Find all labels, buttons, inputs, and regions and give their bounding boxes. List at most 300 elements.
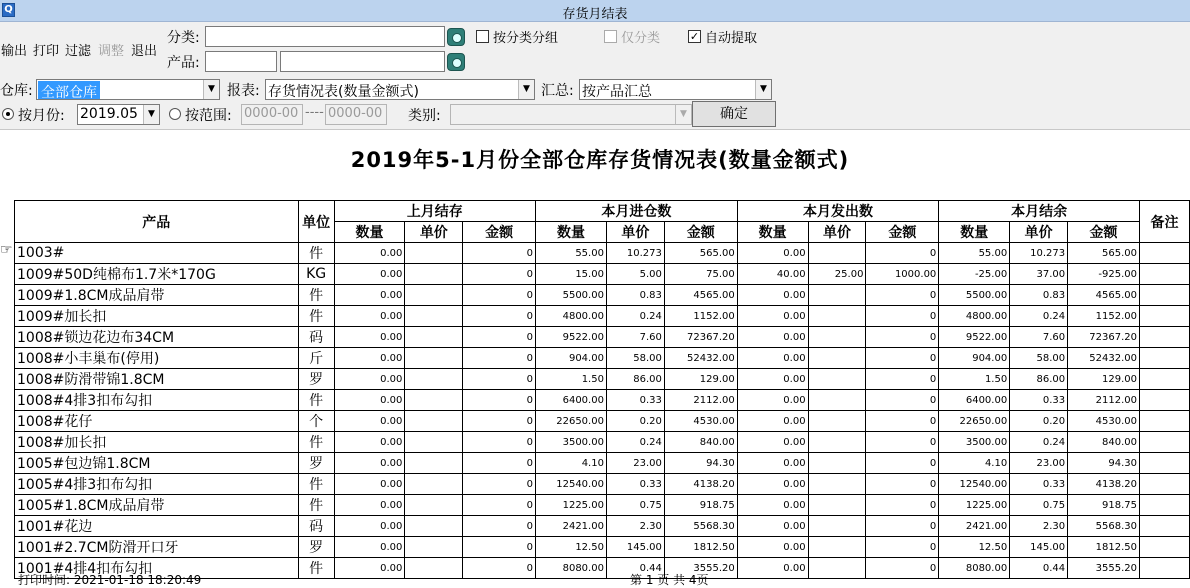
- header-group: 上月结存: [334, 201, 535, 222]
- cell-value: 4800.00: [939, 306, 1010, 327]
- cell-value: 0.00: [737, 411, 808, 432]
- cell-value: 0.00: [737, 495, 808, 516]
- cell-unit: 个: [298, 411, 334, 432]
- cell-value: 7.60: [606, 327, 664, 348]
- cell-value: 0.00: [334, 558, 405, 579]
- cell-value: 0.00: [334, 369, 405, 390]
- cell-remark: [1140, 306, 1190, 327]
- cell-value: [808, 243, 866, 264]
- cell-value: 129.00: [664, 369, 737, 390]
- cell-value: 1152.00: [1068, 306, 1140, 327]
- cell-value: 1.50: [939, 369, 1010, 390]
- cell-product: 1005#包边锦1.8CM: [15, 453, 299, 474]
- cell-value: 4800.00: [536, 306, 607, 327]
- cell-product: 1009#50D纯棉布1.7米*170G: [15, 264, 299, 285]
- cell-value: [808, 411, 866, 432]
- cell-value: [405, 390, 463, 411]
- cell-value: 0: [866, 453, 939, 474]
- cell-unit: 件: [298, 285, 334, 306]
- cell-value: 565.00: [664, 243, 737, 264]
- cell-value: [405, 348, 463, 369]
- header-sub: 金额: [463, 222, 536, 243]
- cell-value: [405, 285, 463, 306]
- cell-value: 0.44: [606, 558, 664, 579]
- cell-value: [808, 495, 866, 516]
- cell-value: 58.00: [1010, 348, 1068, 369]
- report-select[interactable]: [265, 79, 535, 100]
- cell-product: 1009#1.8CM成品肩带: [15, 285, 299, 306]
- cell-value: 0: [463, 243, 536, 264]
- cell-value: 0.00: [334, 537, 405, 558]
- ok-button[interactable]: 确定: [692, 101, 776, 127]
- cell-remark: [1140, 327, 1190, 348]
- cell-product: 1005#1.8CM成品肩带: [15, 495, 299, 516]
- summary-value: 按产品汇总: [582, 84, 652, 100]
- cell-remark: [1140, 537, 1190, 558]
- cell-value: 0: [463, 327, 536, 348]
- window-title: 存货月结表: [562, 7, 628, 22]
- cell-value: 72367.20: [1068, 327, 1140, 348]
- only-category-checkbox[interactable]: [604, 30, 617, 43]
- cell-value: 10.273: [1010, 243, 1068, 264]
- cell-product: 1005#4排3扣布勾扣: [15, 474, 299, 495]
- cell-value: 0.00: [737, 537, 808, 558]
- cell-value: [808, 327, 866, 348]
- cell-value: 0.00: [737, 285, 808, 306]
- warehouse-value: 全部仓库: [38, 81, 100, 100]
- cell-value: 0: [463, 453, 536, 474]
- cell-value: 0.00: [737, 453, 808, 474]
- cell-value: 904.00: [536, 348, 607, 369]
- cell-product: 1001#花边: [15, 516, 299, 537]
- cell-value: 5500.00: [536, 285, 607, 306]
- cell-remark: [1140, 432, 1190, 453]
- cell-value: 0: [463, 558, 536, 579]
- cell-value: 0: [463, 306, 536, 327]
- cell-value: 0.00: [334, 474, 405, 495]
- cell-value: 904.00: [939, 348, 1010, 369]
- cell-value: 3500.00: [939, 432, 1010, 453]
- cell-value: 2.30: [606, 516, 664, 537]
- cell-value: [808, 432, 866, 453]
- cell-value: 840.00: [1068, 432, 1140, 453]
- cell-value: 0.00: [737, 516, 808, 537]
- cell-value: 0.75: [606, 495, 664, 516]
- print-button[interactable]: 打印: [32, 43, 59, 59]
- cell-remark: [1140, 369, 1190, 390]
- cell-value: 37.00: [1010, 264, 1068, 285]
- cell-value: -25.00: [939, 264, 1010, 285]
- header-sub: 单价: [405, 222, 463, 243]
- cell-value: [405, 243, 463, 264]
- cell-value: 52432.00: [664, 348, 737, 369]
- by-range-radio[interactable]: [169, 108, 181, 120]
- cell-value: 0: [866, 327, 939, 348]
- cell-value: 6400.00: [939, 390, 1010, 411]
- cell-value: 0: [866, 348, 939, 369]
- product-label: 产品:: [167, 55, 200, 71]
- header-group: 本月发出数: [737, 201, 939, 222]
- table-row[interactable]: [15, 264, 1190, 285]
- header-unit: 单位: [298, 201, 334, 243]
- table-row[interactable]: [15, 453, 1190, 474]
- cell-value: 0: [463, 264, 536, 285]
- cell-value: 0.33: [1010, 390, 1068, 411]
- cell-value: 0.00: [334, 348, 405, 369]
- header-remark: 备注: [1140, 201, 1190, 243]
- by-month-radio[interactable]: [2, 108, 14, 120]
- chevron-down-icon[interactable]: ▼: [675, 105, 691, 124]
- chevron-down-icon[interactable]: ▼: [143, 105, 159, 124]
- cell-value: 0: [866, 495, 939, 516]
- cell-value: 3555.20: [1068, 558, 1140, 579]
- header-sub: 数量: [939, 222, 1010, 243]
- cell-value: 22650.00: [939, 411, 1010, 432]
- adjust-button[interactable]: 调整: [97, 43, 124, 59]
- group-by-category-label: 按分类分组: [493, 31, 559, 46]
- cell-value: 2112.00: [664, 390, 737, 411]
- cell-unit: 件: [298, 306, 334, 327]
- cell-value: 9522.00: [536, 327, 607, 348]
- cell-value: 0.00: [334, 306, 405, 327]
- cell-value: 5568.30: [1068, 516, 1140, 537]
- cell-value: 4.10: [536, 453, 607, 474]
- chevron-down-icon[interactable]: ▼: [755, 80, 771, 99]
- table-row[interactable]: [15, 390, 1190, 411]
- cell-value: 0.33: [1010, 474, 1068, 495]
- cell-value: 840.00: [664, 432, 737, 453]
- page-indicator: 第 1 页 共 4页: [630, 573, 709, 587]
- cell-value: 6400.00: [536, 390, 607, 411]
- cell-value: 8080.00: [939, 558, 1010, 579]
- cell-value: 4565.00: [1068, 285, 1140, 306]
- cell-value: 0.00: [737, 327, 808, 348]
- type-label: 类别:: [408, 108, 441, 124]
- cell-value: [808, 348, 866, 369]
- cell-value: [405, 369, 463, 390]
- range-to-input[interactable]: 0000-00: [325, 104, 387, 125]
- cell-value: [405, 474, 463, 495]
- report-label: 报表:: [227, 83, 260, 99]
- cell-value: 1225.00: [536, 495, 607, 516]
- cell-value: 0.00: [334, 243, 405, 264]
- cell-value: 58.00: [606, 348, 664, 369]
- cell-remark: [1140, 453, 1190, 474]
- cell-value: 86.00: [606, 369, 664, 390]
- cell-value: [808, 369, 866, 390]
- cell-value: 5.00: [606, 264, 664, 285]
- table-row[interactable]: [15, 474, 1190, 495]
- cell-value: 72367.20: [664, 327, 737, 348]
- cell-unit: 罗: [298, 453, 334, 474]
- report-title: 2019年5-1月份全部仓库存货情况表(数量金额式): [350, 148, 850, 172]
- toolbar: [0, 22, 1190, 130]
- cell-value: 0.00: [334, 285, 405, 306]
- chevron-down-icon[interactable]: ▼: [203, 80, 219, 99]
- cell-remark: [1140, 264, 1190, 285]
- cell-value: 5568.30: [664, 516, 737, 537]
- table-row[interactable]: [15, 369, 1190, 390]
- cell-value: 0: [866, 306, 939, 327]
- header-sub: 单价: [808, 222, 866, 243]
- cell-value: 1812.50: [664, 537, 737, 558]
- cell-value: 0.20: [1010, 411, 1068, 432]
- type-select[interactable]: [450, 104, 692, 125]
- app-icon: Q: [2, 3, 15, 17]
- cell-value: 2112.00: [1068, 390, 1140, 411]
- export-button[interactable]: 输出: [0, 43, 27, 59]
- cell-value: 0: [463, 390, 536, 411]
- cell-unit: 码: [298, 327, 334, 348]
- cell-value: 0: [463, 474, 536, 495]
- cell-value: 0.00: [334, 432, 405, 453]
- cell-value: 55.00: [536, 243, 607, 264]
- cell-value: 0: [866, 558, 939, 579]
- cell-product: 1008#小丰巢布(停用): [15, 348, 299, 369]
- header-sub: 金额: [1068, 222, 1140, 243]
- cell-value: 1152.00: [664, 306, 737, 327]
- cell-value: 10.273: [606, 243, 664, 264]
- cell-value: 4565.00: [664, 285, 737, 306]
- report-value: 存货情况表(数量金额式): [268, 84, 419, 100]
- category-label: 分类:: [167, 30, 200, 46]
- cell-value: 918.75: [1068, 495, 1140, 516]
- cell-value: 7.60: [1010, 327, 1068, 348]
- warehouse-label: 仓库:: [0, 83, 33, 99]
- cell-unit: 件: [298, 432, 334, 453]
- cell-value: 0: [463, 348, 536, 369]
- cell-value: 0.00: [737, 306, 808, 327]
- cell-value: 0.00: [737, 558, 808, 579]
- cell-product: 1009#加长扣: [15, 306, 299, 327]
- cell-value: 3555.20: [664, 558, 737, 579]
- cell-unit: 件: [298, 558, 334, 579]
- cell-product: 1008#锁边花边布34CM: [15, 327, 299, 348]
- cell-value: [405, 558, 463, 579]
- cell-value: 15.00: [536, 264, 607, 285]
- product-picker-icon[interactable]: [447, 53, 465, 71]
- group-by-category-checkbox[interactable]: [476, 30, 489, 43]
- summary-select[interactable]: [579, 79, 772, 100]
- cell-value: 0.24: [1010, 306, 1068, 327]
- cell-value: -925.00: [1068, 264, 1140, 285]
- cell-value: 0: [866, 474, 939, 495]
- cell-value: 0: [866, 369, 939, 390]
- cell-value: [808, 537, 866, 558]
- cell-product: 1008#加长扣: [15, 432, 299, 453]
- cell-value: 0: [463, 516, 536, 537]
- header-sub: 单价: [606, 222, 664, 243]
- cell-value: [808, 285, 866, 306]
- cell-value: 0.75: [1010, 495, 1068, 516]
- cell-product: 1001#4排4扣布勾扣: [15, 558, 299, 579]
- header-sub: 数量: [536, 222, 607, 243]
- cell-unit: 罗: [298, 369, 334, 390]
- cell-value: 2421.00: [939, 516, 1010, 537]
- print-time: 打印时间: 2021-01-18 18:20:49: [18, 573, 202, 587]
- cell-remark: [1140, 243, 1190, 264]
- cell-value: 3500.00: [536, 432, 607, 453]
- cell-value: 1.50: [536, 369, 607, 390]
- cell-value: 0.00: [334, 495, 405, 516]
- cell-remark: [1140, 348, 1190, 369]
- cell-value: 0.33: [606, 474, 664, 495]
- cell-value: 0.20: [606, 411, 664, 432]
- month-select[interactable]: [77, 104, 160, 125]
- range-separator: ----: [305, 105, 324, 120]
- cell-value: 0: [463, 285, 536, 306]
- cell-value: 0: [463, 495, 536, 516]
- cell-product: 1003#: [15, 243, 299, 264]
- summary-label: 汇总:: [541, 83, 574, 99]
- cell-value: 4530.00: [1068, 411, 1140, 432]
- cell-value: [405, 264, 463, 285]
- cell-value: 145.00: [1010, 537, 1068, 558]
- row-pointer-icon: ☞: [0, 242, 13, 258]
- cell-value: [405, 516, 463, 537]
- cell-value: [808, 306, 866, 327]
- cell-value: 75.00: [664, 264, 737, 285]
- cell-remark: [1140, 285, 1190, 306]
- table-row[interactable]: [15, 411, 1190, 432]
- cell-value: 0: [866, 537, 939, 558]
- cell-value: 0: [463, 411, 536, 432]
- cell-value: 4138.20: [664, 474, 737, 495]
- cell-remark: [1140, 411, 1190, 432]
- cell-remark: [1140, 558, 1190, 579]
- cell-unit: KG: [298, 264, 334, 285]
- cell-value: 0.00: [334, 453, 405, 474]
- table-row[interactable]: [15, 537, 1190, 558]
- cell-value: 129.00: [1068, 369, 1140, 390]
- by-month-label: 按月份:: [18, 108, 65, 124]
- cell-value: 0.44: [1010, 558, 1068, 579]
- cell-value: 2.30: [1010, 516, 1068, 537]
- cell-unit: 罗: [298, 537, 334, 558]
- cell-value: [808, 453, 866, 474]
- cell-product: 1008#花仔: [15, 411, 299, 432]
- table-row[interactable]: [15, 495, 1190, 516]
- cell-remark: [1140, 516, 1190, 537]
- cell-value: 22650.00: [536, 411, 607, 432]
- cell-value: [405, 453, 463, 474]
- cell-value: 1000.00: [866, 264, 939, 285]
- header-sub: 金额: [664, 222, 737, 243]
- cell-value: 0.00: [737, 348, 808, 369]
- cell-value: 0.00: [737, 474, 808, 495]
- cell-unit: 码: [298, 516, 334, 537]
- category-picker-icon[interactable]: [447, 28, 465, 46]
- cell-unit: 件: [298, 390, 334, 411]
- range-from-input[interactable]: 0000-00: [241, 104, 303, 125]
- cell-value: 918.75: [664, 495, 737, 516]
- cell-value: 0.33: [606, 390, 664, 411]
- table-row[interactable]: [15, 516, 1190, 537]
- cell-value: [405, 327, 463, 348]
- chevron-down-icon[interactable]: ▼: [518, 80, 534, 99]
- cell-value: 0: [866, 285, 939, 306]
- cell-value: 94.30: [1068, 453, 1140, 474]
- cell-value: 565.00: [1068, 243, 1140, 264]
- cell-value: 0.00: [334, 327, 405, 348]
- cell-value: 9522.00: [939, 327, 1010, 348]
- cell-value: 0.00: [334, 390, 405, 411]
- cell-value: 4138.20: [1068, 474, 1140, 495]
- filter-button[interactable]: 过滤: [64, 43, 91, 59]
- table-row[interactable]: [15, 327, 1190, 348]
- cell-value: [405, 432, 463, 453]
- product-code-input[interactable]: [205, 51, 277, 72]
- cell-value: [405, 411, 463, 432]
- table-row[interactable]: [15, 243, 1190, 264]
- header-product: 产品: [15, 201, 299, 243]
- cell-unit: 斤: [298, 348, 334, 369]
- cell-value: 55.00: [939, 243, 1010, 264]
- table-row[interactable]: [15, 432, 1190, 453]
- by-range-label: 按范围:: [185, 108, 232, 124]
- month-value: 2019.05: [80, 106, 138, 122]
- auto-fetch-checkbox[interactable]: ✓: [689, 30, 700, 43]
- cell-value: [808, 558, 866, 579]
- product-input[interactable]: [280, 51, 445, 72]
- exit-button[interactable]: 退出: [130, 43, 157, 59]
- cell-value: 23.00: [606, 453, 664, 474]
- cell-unit: 件: [298, 495, 334, 516]
- cell-value: 0: [463, 369, 536, 390]
- auto-fetch-label: 自动提取: [705, 31, 758, 46]
- cell-value: [808, 474, 866, 495]
- warehouse-select[interactable]: [36, 79, 220, 100]
- cell-value: 0.83: [606, 285, 664, 306]
- cell-value: 23.00: [1010, 453, 1068, 474]
- table-row[interactable]: [15, 306, 1190, 327]
- cell-value: 0.00: [737, 243, 808, 264]
- cell-value: 0: [866, 516, 939, 537]
- cell-value: 1812.50: [1068, 537, 1140, 558]
- cell-value: 12.50: [536, 537, 607, 558]
- cell-value: 0.00: [737, 390, 808, 411]
- cell-value: 52432.00: [1068, 348, 1140, 369]
- cell-value: 1225.00: [939, 495, 1010, 516]
- cell-value: 25.00: [808, 264, 866, 285]
- table-row[interactable]: [15, 348, 1190, 369]
- cell-value: 8080.00: [536, 558, 607, 579]
- cell-value: 0: [866, 411, 939, 432]
- cell-value: 0: [866, 243, 939, 264]
- header-group: 本月进仓数: [536, 201, 738, 222]
- title-bar: [0, 0, 1190, 22]
- cell-value: 12540.00: [536, 474, 607, 495]
- cell-value: 0: [463, 537, 536, 558]
- cell-value: [808, 390, 866, 411]
- header-sub: 单价: [1010, 222, 1068, 243]
- cell-value: [405, 537, 463, 558]
- cell-unit: 件: [298, 243, 334, 264]
- header-sub: 数量: [737, 222, 808, 243]
- only-category-label: 仅分类: [621, 31, 661, 46]
- header-sub: 金额: [866, 222, 939, 243]
- cell-value: [405, 495, 463, 516]
- table-row[interactable]: [15, 285, 1190, 306]
- cell-value: 0.00: [737, 369, 808, 390]
- cell-value: 0: [463, 432, 536, 453]
- cell-value: 145.00: [606, 537, 664, 558]
- cell-remark: [1140, 474, 1190, 495]
- cell-value: 12.50: [939, 537, 1010, 558]
- cell-value: 12540.00: [939, 474, 1010, 495]
- category-input[interactable]: [205, 26, 445, 47]
- cell-value: 0.00: [737, 432, 808, 453]
